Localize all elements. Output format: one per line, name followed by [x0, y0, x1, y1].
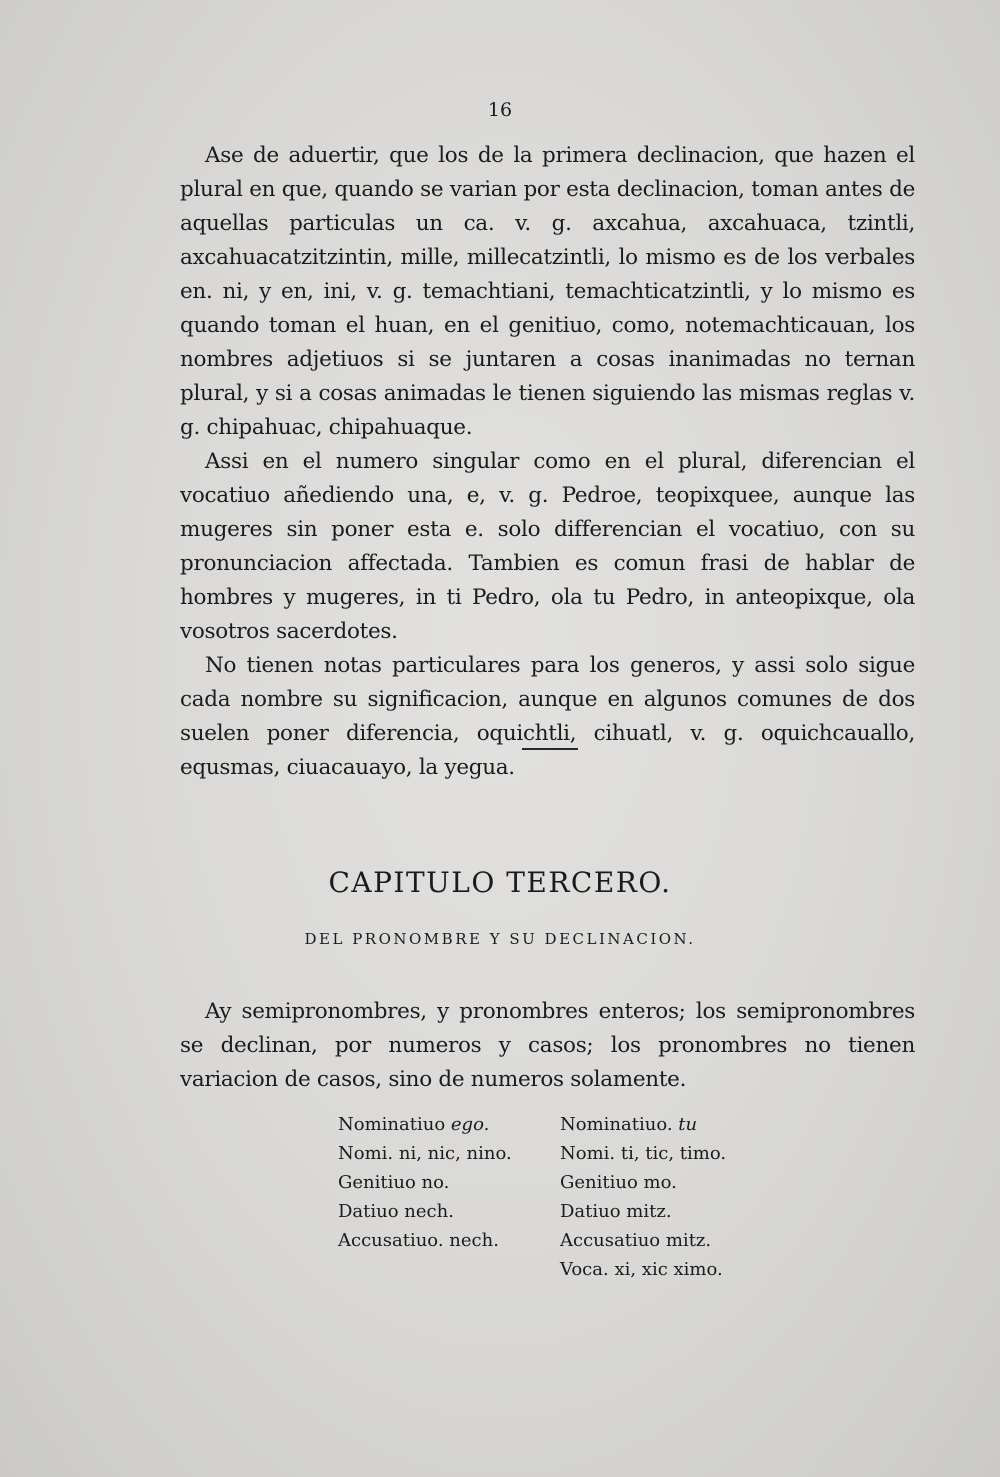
declension-line: Nominatiuo ego. — [338, 1114, 490, 1135]
chapter-title: CAPITULO TERCERO. — [328, 866, 672, 899]
declension-line: Datiuo mitz. — [560, 1201, 672, 1222]
declension-line: Voca. xi, xic ximo. — [560, 1259, 723, 1280]
declension-column-first-person — [338, 1110, 558, 1255]
paragraph: Ase de aduertir, que los de la primera declinacion, que hazen el plural en que, quando se varian por esta declinacion, toman antes de aquellas particulas un ca. v. g. axcahua, axcahuaca, tzintli, axcahuacatzitzintin, mille, millecatzintli, lo mismo es de los verbales en. ni, y en, ini, v. g. temachtiani, temachticatzintli, y lo mismo es quando toman el huan, en el genitiuo, como, notemachticauan, los nombres adjetiuos si se juntaren a cosas inanimadas no ternan plural, y si a cosas animadas le tienen siguiendo las mismas reglas v. g. chipahuac, chipahuaque. — [180, 143, 915, 440]
section-divider — [522, 748, 578, 750]
chapter-intro: Ay semipronombres, y pronombres enteros; los semipronombres se declinan, por numeros y casos; los pronombres no tienen variacion de casos, sino de numeros solamente. — [180, 999, 915, 1092]
declension-line: Nomi. ni, nic, nino. — [338, 1143, 512, 1164]
declension-line: Genitiuo no. — [338, 1172, 450, 1193]
declension-line: Datiuo nech. — [338, 1201, 454, 1222]
declension-column-second-person — [560, 1110, 800, 1284]
declension-line: Nominatiuo. tu — [560, 1114, 698, 1135]
declension-line: Nomi. ti, tic, timo. — [560, 1143, 727, 1164]
page-number: 16 — [487, 99, 513, 121]
chapter-subtitle: DEL PRONOMBRE Y SU DECLINACION. — [304, 930, 696, 948]
declension-line: Genitiuo mo. — [560, 1172, 677, 1193]
paragraph: No tienen notas particulares para los generos, y assi solo sigue cada nombre su significacion, aunque en algunos comunes de dos suelen poner diferencia, oquichtli, cihuatl, v. g. oquichcauallo, equsmas, ciuacauayo, la yegua. — [180, 653, 915, 780]
declension-line: Accusatiuo. nech. — [338, 1230, 499, 1251]
body-text — [180, 139, 915, 785]
paragraph: Assi en el numero singular como en el plural, diferencian el vocatiuo añediendo una, e, v. g. Pedroe, teopixquee, aunque las mugeres sin poner esta e. solo differencian el vocatiuo, con su pronunciacion affectada. Tambien es comun frasi de hablar de hombres y mugeres, in ti Pedro, ola tu Pedro, in anteopixque, ola vosotros sacerdotes. — [180, 449, 915, 644]
declension-line: Accusatiuo mitz. — [560, 1230, 712, 1251]
